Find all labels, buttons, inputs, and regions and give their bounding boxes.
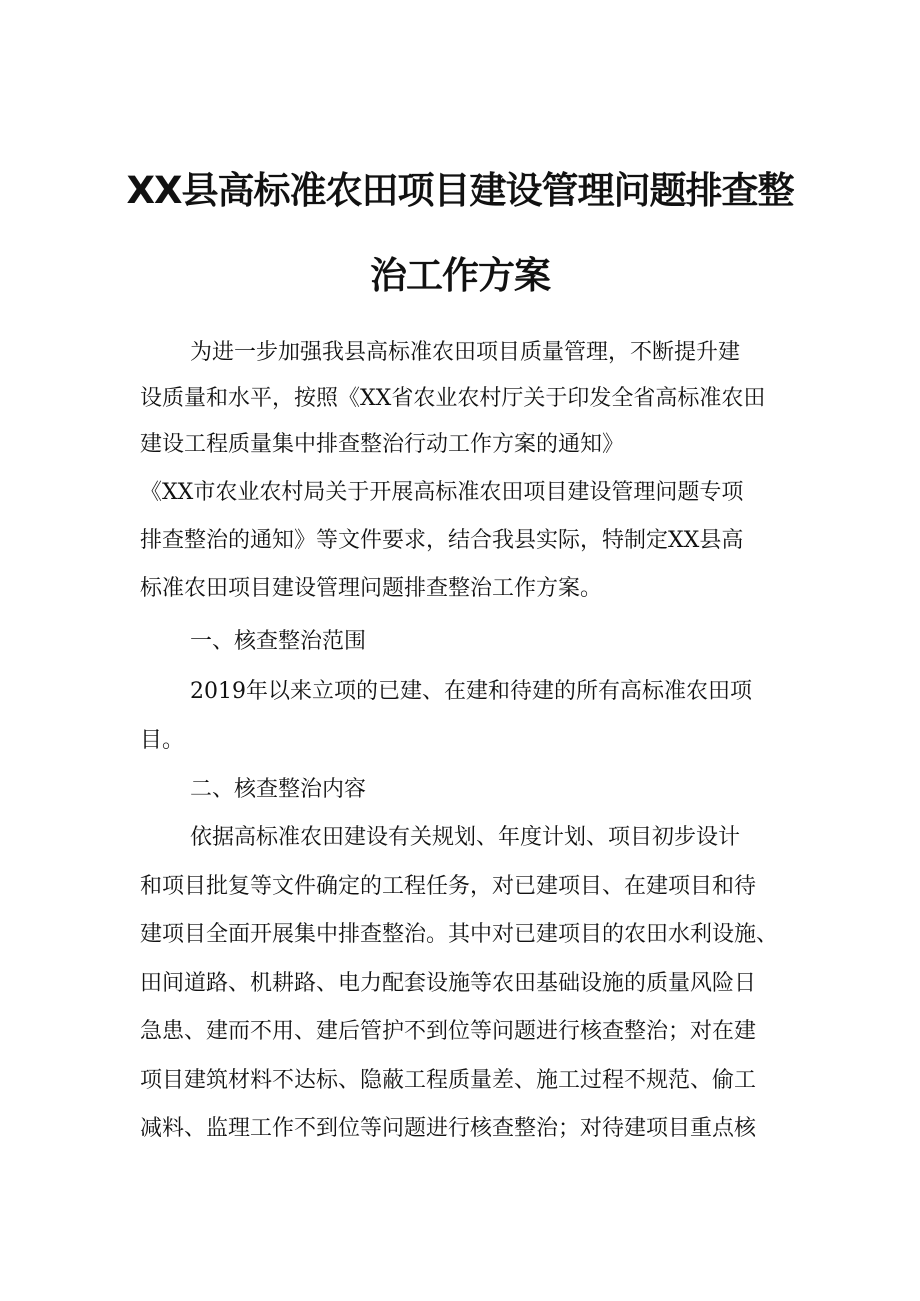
- body-line-3: 建设工程质量集中排查整治行动工作方案的通知》: [140, 432, 625, 457]
- body-line-content-4: 田间道路、机耕路、电力配套设施等农田基础设施的质量风险日: [140, 971, 757, 996]
- body-line-content-5: 急患、建而不用、建后管护不到位等问题进行核查整治；对在建: [140, 1019, 757, 1044]
- body-line-scope-2: 目。: [140, 728, 185, 753]
- body-line-content-2: 和项目批复等文件确定的工程任务，对已建项目、在建项目和待: [140, 874, 757, 899]
- body-line-1: 为进一步加强我县高标准农田项目质量管理，不断提升建: [190, 340, 741, 365]
- body-line-scope-1: 2019年以来立项的已建、在建和待建的所有高标准农田项: [190, 679, 752, 704]
- section-heading-content: 二、核查整治内容: [190, 777, 367, 802]
- section-heading-scope: 一、核查整治范围: [190, 629, 367, 654]
- document-title-line-1: XX县高标准农田项目建设管理问题排查整: [126, 169, 794, 212]
- body-line-content-1: 依据高标准农田建设有关规划、年度计划、项目初步设计: [190, 825, 741, 850]
- body-line-5: 排查整治的通知》等文件要求，结合我县实际，特制定XX县高: [140, 528, 744, 553]
- body-line-4: 《XX市农业农村局关于开展高标准农田项目建设管理问题专项: [140, 480, 744, 505]
- body-line-content-3: 建项目全面开展集中排查整治。其中对已建项目的农田水利设施、: [140, 922, 779, 947]
- body-line-content-7: 减料、监理工作不到位等问题进行核查整治；对待建项目重点核: [140, 1116, 757, 1141]
- document-title-line-2: 治工作方案: [370, 254, 550, 297]
- body-line-content-6: 项目建筑材料不达标、隐蔽工程质量差、施工过程不规范、偷工: [140, 1068, 757, 1093]
- body-line-2: 设质量和水平，按照《XX省农业农村厅关于印发全省高标准农田: [140, 386, 766, 411]
- body-line-6: 标准农田项目建设管理问题排查整治工作方案。: [140, 576, 603, 601]
